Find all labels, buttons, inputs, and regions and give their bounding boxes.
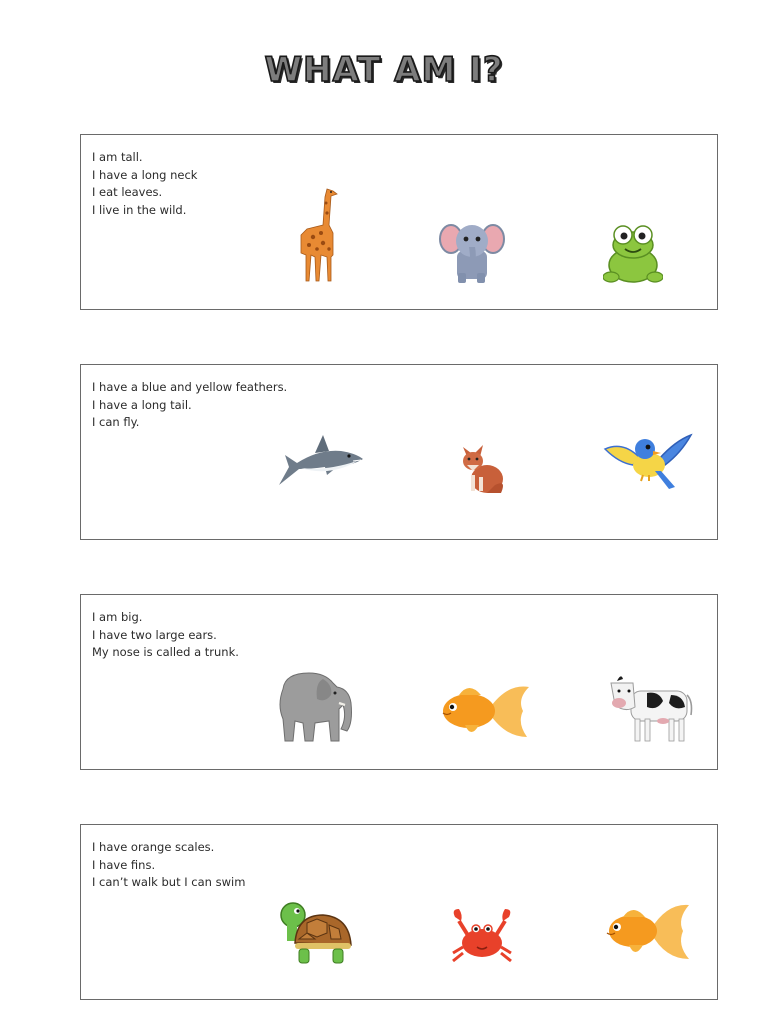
question-card-4 xyxy=(80,824,718,1000)
clue-line: I have a long neck xyxy=(92,167,198,182)
goldfish-icon xyxy=(437,679,533,741)
option-crab[interactable] xyxy=(449,907,515,967)
option-giraffe[interactable] xyxy=(293,185,343,285)
option-frog[interactable] xyxy=(603,221,663,285)
clue-line: I have fins. xyxy=(92,857,156,872)
option-goldfish[interactable] xyxy=(437,679,533,741)
turtle-icon xyxy=(277,901,353,967)
option-elephant[interactable] xyxy=(275,669,357,745)
question-card-2 xyxy=(80,364,718,540)
clue-line: I can’t walk but I can swim xyxy=(92,875,246,889)
clue-line: I am tall. xyxy=(92,150,143,164)
option-shark[interactable] xyxy=(275,431,365,489)
elephant-icon xyxy=(275,669,357,745)
clue-line: I have a long tail. xyxy=(92,397,192,412)
clue-list xyxy=(92,609,239,662)
goldfish-icon xyxy=(603,899,693,963)
clue-line: I am big. xyxy=(92,610,143,624)
clue-line: I eat leaves. xyxy=(92,185,163,199)
question-card-3 xyxy=(80,594,718,770)
frog-icon xyxy=(603,221,663,285)
shark-icon xyxy=(275,431,365,489)
clue-line: I live in the wild. xyxy=(92,202,187,217)
option-cow[interactable] xyxy=(607,671,695,745)
option-bird[interactable] xyxy=(603,431,693,495)
clue-list xyxy=(92,839,245,892)
clue-line: I have orange scales. xyxy=(92,840,215,854)
giraffe-icon xyxy=(293,185,343,285)
fox-icon xyxy=(457,439,507,495)
clue-list xyxy=(92,379,287,432)
page-title: WHAT AM I? xyxy=(264,50,504,90)
option-turtle[interactable] xyxy=(277,901,353,967)
option-goldfish[interactable] xyxy=(603,899,693,963)
elephant-icon xyxy=(439,219,505,285)
clue-line: I have a blue and yellow feathers. xyxy=(92,380,288,394)
question-card-1 xyxy=(80,134,718,310)
bird-icon xyxy=(603,431,693,495)
crab-icon xyxy=(449,907,515,967)
clue-line: I have two large ears. xyxy=(92,627,217,642)
clue-list xyxy=(92,149,197,219)
clue-line: I can fly. xyxy=(92,415,140,429)
option-fox[interactable] xyxy=(457,439,507,495)
option-elephant[interactable] xyxy=(439,219,505,285)
clue-line: My nose is called a trunk. xyxy=(92,645,239,659)
cow-icon xyxy=(607,671,695,745)
